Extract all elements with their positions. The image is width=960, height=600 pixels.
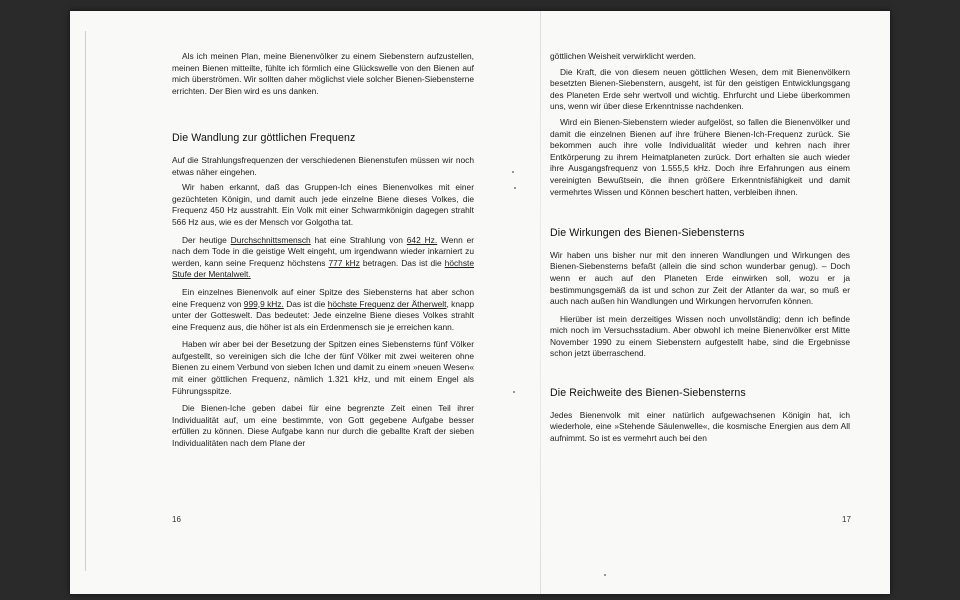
scan-speck: [604, 574, 606, 576]
left-page-number: 16: [172, 515, 181, 524]
left-paragraph-einzelnes: Ein einzelnes Bienenvolk auf einer Spitze des Siebensterns hat aber schon eine Frequenz von 999,9 kHz. Das ist die höchste Frequenz der Ätherwelt, knapp unter der Gotteswelt. Das bedeutet: Jede einzelne Biene dieses Volkes strahlt eine Frequenz aus, die höher ist als ein Erdenmensch sie je erreichen kann.: [172, 286, 474, 332]
left-page: [172, 51, 474, 450]
right-paragraph-jedes: Jedes Bienenvolk mit einer natürlich aufgewachsenen Königin hat, ich wiederhole, eine »Stehende Säulenwelle«, die kosmische Energien aus dem All aufnimmt. So ist es vermehrt auch bei den: [550, 409, 850, 443]
right-section-heading-wirkungen: Die Wirkungen des Bienen-Siebensterns: [550, 227, 745, 240]
scan-speck: [513, 391, 515, 393]
underlined-term: Durchschnittsmensch: [230, 234, 311, 245]
right-section-heading-reichweite: Die Reichweite des Bienen-Siebensterns: [550, 387, 746, 400]
book-spread: [70, 11, 890, 594]
right-paragraph-weisheit: göttlichen Weisheit verwirklicht werden.: [550, 51, 697, 61]
right-paragraph-wird: Wird ein Bienen-Siebenstern wieder aufgelöst, so fallen die Bienenvölker und damit die einzelnen Bienen auf ihre frühere Bienen-Ich-Frequenz zurück. Sie bekommen auch ihre volle Individualität wieder und kehren nach ihrer Entkörperung zu ihrem Heimatplaneten zurück. Dort erhalten sie auch wieder ihre Ausgangsfrequenz von 1.555,5 kHz. Doch ihre Erfahrungen aus einem vereinigten Bewußtsein, die ihnen größere Erkenntnisfähigkeit und damit vermehrtes Wissen und Können beschert hatten, verbleiben ihnen.: [550, 116, 850, 197]
right-page: [550, 51, 850, 444]
underlined-term: höchste Stufe der Mentalwelt.: [172, 257, 474, 280]
left-paragraph-iche: Die Bienen-Iche geben dabei für eine begrenzte Zeit einen Teil ihrer Individualität auf, um eine bestimmte, von Gott gegebene Aufgabe besser erfüllen zu können. Diese Aufgabe kann nur durch die geballte Kraft der sieben Individualitäten nach dem Plane der: [172, 403, 474, 449]
underlined-term: 642 Hz.: [406, 234, 438, 245]
book-spine: [540, 11, 541, 594]
left-paragraph-strahlung: Auf die Strahlungsfrequenzen der verschiedenen Bienenstufen müssen wir noch etwas näher eingehen.: [172, 154, 474, 177]
left-section-heading: Die Wandlung zur göttlichen Frequenz: [172, 132, 356, 145]
underlined-term: 777 kHz: [328, 257, 360, 268]
right-paragraph-hier: Hierüber ist mein derzeitiges Wissen noch unvollständig; denn ich befinde mich noch im Versuchsstadium. Aber obwohl ich meine Bienenvölker erst Mitte November 1990 zu einem Siebenstern aufgestellt habe, sind die Ergebnisse schon jetzt überraschend.: [550, 313, 850, 359]
scan-speck: [512, 171, 514, 173]
left-paragraph-heutige: Der heutige Durchschnittsmensch hat eine Strahlung von 642 Hz. Wenn er nach dem Tode in die geistige Welt eingeht, um irgendwann wieder inkarniert zu werden, kann seine Frequenz höchstens 777 kHz betragen. Das ist die höchste Stufe der Mentalwelt.: [172, 234, 475, 280]
left-paragraph-haben: Haben wir aber bei der Besetzung der Spitzen eines Siebensterns fünf Völker aufgestellt, so vereinigen sich die Iche der fünf Völker mit zwei weiteren ohne Bienen zu einem Verbund von sieben Ichen und damit zu einem »neuen Wesen« mit einer göttlichen Frequenz, nämlich 1.321 kHz, und mit einem Engel als Führungsspitze.: [172, 339, 474, 396]
right-paragraph-kraft: Die Kraft, die von diesem neuen göttlichen Wesen, dem mit Bienenvölkern besetzten Bienen-Siebenstern, ausgeht, ist für den geistigen Entwicklungsgang des Planeten Erde sehr wertvoll und wichtig. Ehrfurcht und Liebe überkommen uns, wenn wir über diese Erkenntnisse nachdenken.: [550, 66, 850, 112]
scan-speck: [514, 187, 516, 189]
left-paragraph-erkannt: Wir haben erkannt, daß das Gruppen-Ich eines Bienenvolkes mit einer gezüchteten Königin, und damit auch jede einzelne Biene dieses Volkes, die Frequenz 450 Hz ausstrahlt. Ein Volk mit einer Schwarmkönigin dagegen strahlt 566 Hz aus, wie es der Mensch vor Golgotha tat.: [172, 182, 474, 227]
right-page-number: 17: [842, 515, 851, 524]
right-paragraph-wir: Wir haben uns bisher nur mit den inneren Wandlungen und Wirkungen des Bienen-Siebensterns befaßt (allein die sind schon wunderbar genug). – Doch wenn er auch auf den Planeten Erde einwirken soll, wozu er ja bestimmungsgemäß da ist und schon zur Zeit der Atlanter da war, so muß er auch nach außen hin Wandlungen und Wirkungen hervorrufen können.: [550, 249, 850, 307]
underlined-term: 999,9 kHz.: [243, 298, 284, 309]
left-paragraph-intro: Als ich meinen Plan, meine Bienenvölker zu einem Siebenstern aufzustellen, meinen Bienen mitteilte, fühlte ich förmlich eine Glückswelle von den Bienen auf mich überströmen. Wir sollten daher möglichst viele solcher Bienen-Siebensterne errichten. Der Bien wird es uns danken.: [172, 51, 474, 96]
page-edge-line: [85, 31, 86, 571]
underlined-term: höchste Frequenz der Ätherwelt,: [327, 298, 449, 309]
